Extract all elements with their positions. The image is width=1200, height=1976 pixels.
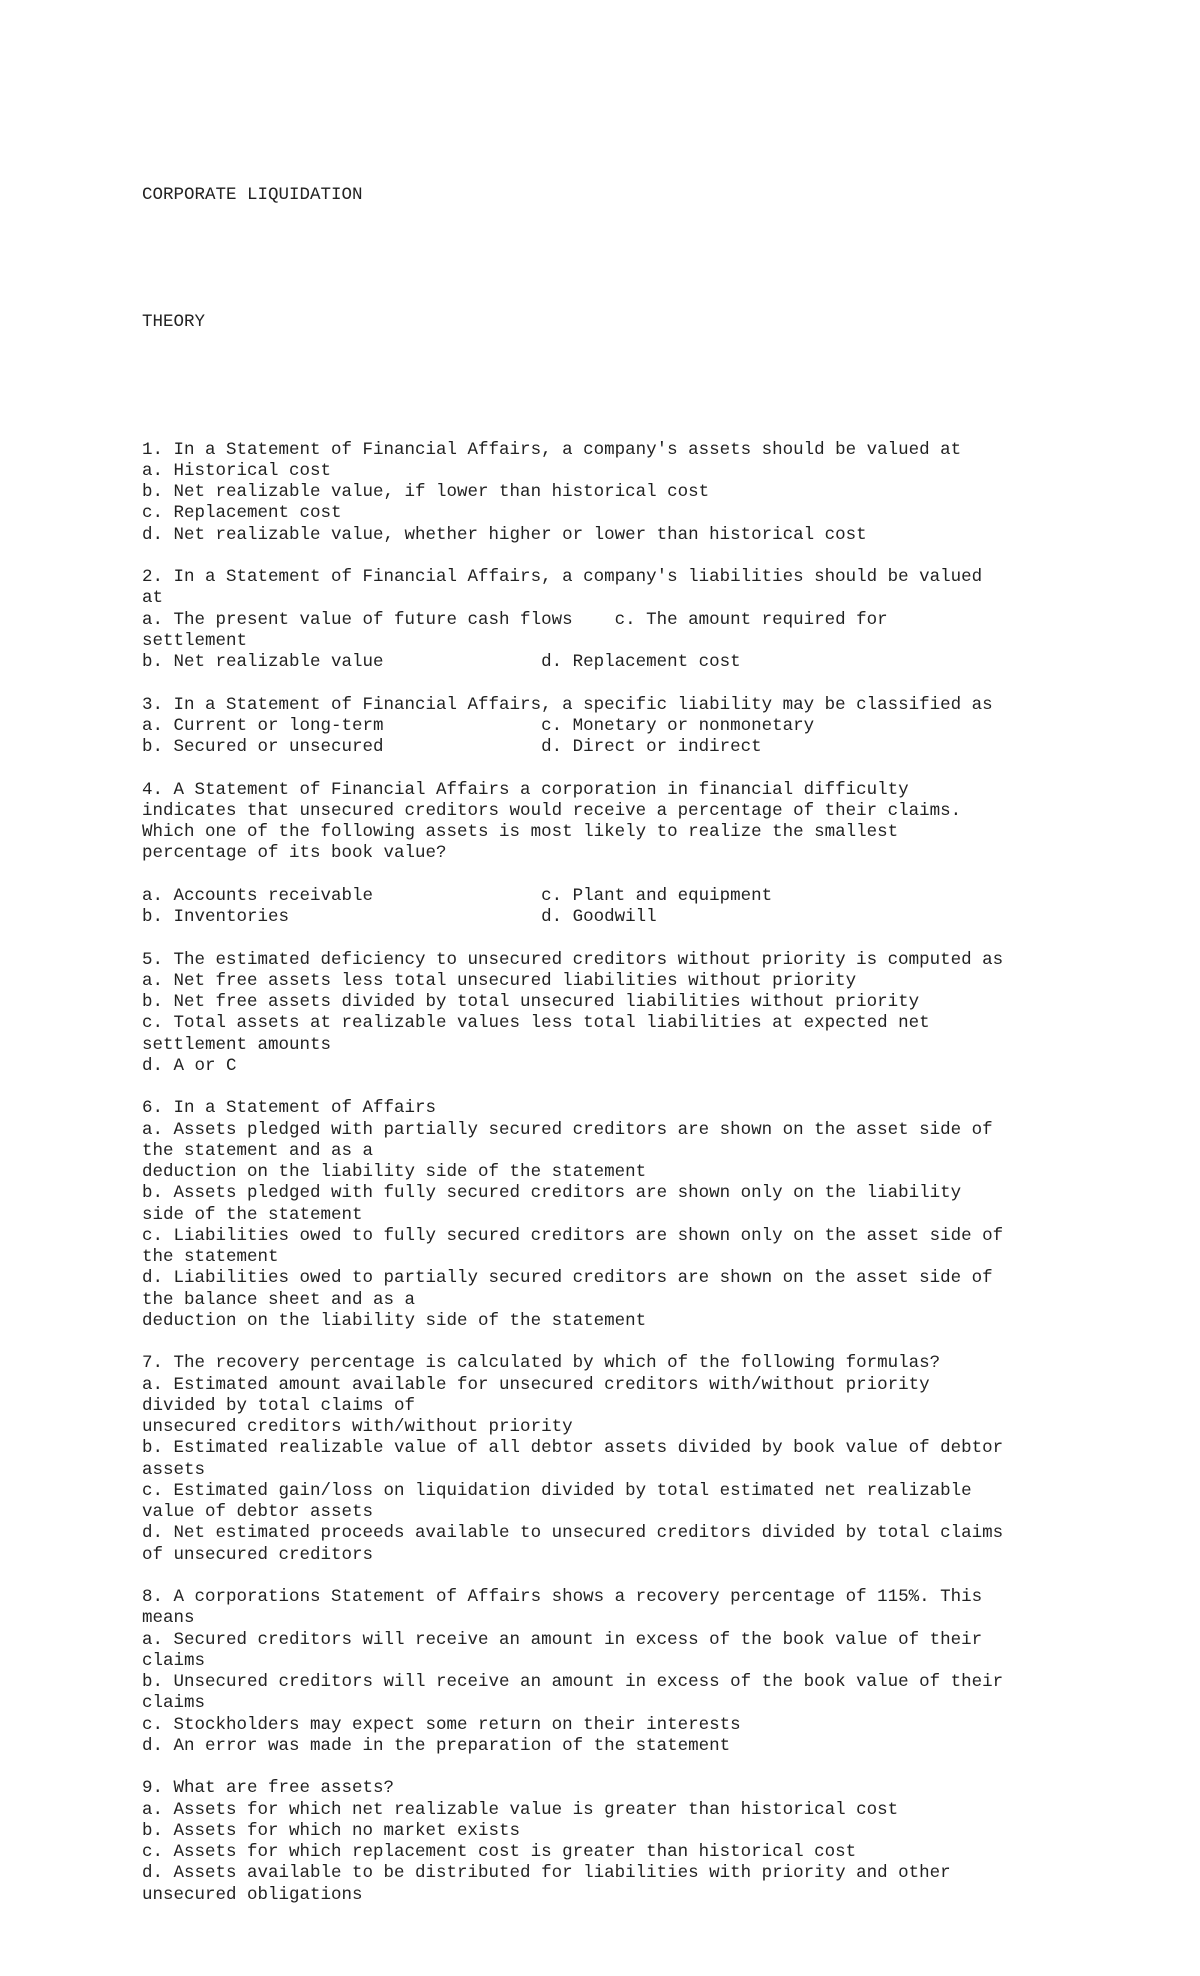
question-stem: 4. A Statement of Financial Affairs a corporation in financial difficulty [142,779,909,800]
document-page [142,142,1172,1927]
spacer [142,248,1172,269]
question-block [142,567,1172,673]
question-block [142,1098,1172,1332]
question-text-line: a. Assets pledged with partially secured creditors are shown on the asset side of [142,1119,993,1140]
spacer [142,673,1172,694]
question-text-line: means [142,1608,195,1629]
question-stem: 6. In a Statement of Affairs [142,1098,437,1119]
question-text-line: of unsecured creditors [142,1544,374,1565]
question-text-line: claims [142,1650,206,1671]
spacer [142,546,1172,567]
question-text-line: settlement amounts [142,1034,332,1055]
spacer [142,928,1172,949]
question-text-line: settlement [142,630,248,651]
spacer [142,1332,1172,1353]
question-text-line: d. Liabilities owed to partially secured creditors are shown on the asset side of [142,1268,993,1289]
question-text-line: c. Stockholders may expect some return on their interests [142,1714,741,1735]
question-text-line: b. Net free assets divided by total unsecured liabilities without priority [142,992,920,1012]
question-text-line: assets [142,1459,206,1480]
question-text-line: b. Assets for which no market exists [142,1820,521,1841]
question-stem: 7. The recovery percentage is calculated by which of the following formulas? [142,1353,941,1374]
question-text-line: value of debtor assets [142,1502,374,1522]
question-text-line: divided by total claims of [142,1395,416,1416]
question-text-line: b. Secured or unsecured d. Direct or indirect [142,737,762,757]
question-text-line: Which one of the following assets is most likely to realize the smallest [142,822,899,842]
question-text-line: c. Liabilities owed to fully secured creditors are shown only on the asset side of [142,1225,1004,1246]
question-block [142,695,1172,759]
spacer [142,1566,1172,1587]
spacer [142,376,1172,397]
question-stem: 5. The estimated deficiency to unsecured creditors without priority is computed as [142,949,1004,970]
question-block [142,1778,1172,1906]
question-text-line: unsecured creditors with/without priority [142,1417,573,1437]
question-text-line: c. Total assets at realizable values less total liabilities at expected net [142,1013,930,1034]
question-text-line: at [142,588,164,609]
question-text-line: b. Net realizable value d. Replacement cost [142,652,741,672]
question-text-line: claims [142,1693,206,1714]
question-text-line: a. Current or long-term c. Monetary or nonmonetary [142,715,815,736]
question-text-line: a. Net free assets less total unsecured liabilities without priority [142,970,857,991]
section-heading: THEORY [142,312,206,332]
question-text-line: d. A or C [142,1055,237,1076]
question-stem: 9. What are free assets? [142,1778,395,1799]
spacer [142,1077,1172,1098]
question-text-line: the statement and as a [142,1140,374,1161]
question-stem: 1. In a Statement of Financial Affairs, a company's assets should be valued at [142,439,962,460]
question-text-line: b. Estimated realizable value of all debtor assets divided by book value of debtor [142,1438,1004,1459]
question-text-line: deduction on the liability side of the statement [142,1162,647,1182]
question-text-line: a. Historical cost [142,460,332,481]
question-stem: 8. A corporations Statement of Affairs shows a recovery percentage of 115%. This [142,1587,983,1607]
question-text-line: c. Assets for which replacement cost is greater than historical cost [142,1842,857,1862]
question-text-line: b. Assets pledged with fully secured creditors are shown only on the liability [142,1183,962,1204]
question-text-line: percentage of its book value? [142,843,447,864]
question-text-line: side of the statement [142,1204,363,1225]
question-text-line [142,865,1172,886]
question-text-line: d. Assets available to be distributed for liabilities with priority and other [142,1863,951,1884]
question-text-line: deduction on the liability side of the statement [142,1310,647,1331]
question-text-line: indicates that unsecured creditors would receive a percentage of their claims. [142,800,962,821]
question-text-line: d. Net estimated proceeds available to unsecured creditors divided by total claims [142,1523,1004,1544]
question-text-line: a. Assets for which net realizable value is greater than historical cost [142,1799,899,1820]
question-text-line: b. Unsecured creditors will receive an amount in excess of the book value of their [142,1672,1004,1692]
question-stem: 3. In a Statement of Financial Affairs, a specific liability may be classified as [142,694,993,715]
question-text-line: d. An error was made in the preparation of the statement [142,1735,731,1756]
question-text-line: d. Net realizable value, whether higher or lower than historical cost [142,524,867,545]
question-text-line: c. Replacement cost [142,503,342,524]
document-title: CORPORATE LIQUIDATION [142,184,363,205]
question-block [142,780,1172,929]
spacer [142,1757,1172,1778]
question-block [142,440,1172,546]
question-block [142,1587,1172,1757]
question-text-line: a. The present value of future cash flows c. The amount required for [142,609,888,630]
question-text-line: c. Estimated gain/loss on liquidation divided by total estimated net realizable [142,1480,972,1501]
question-text-line: b. Net realizable value, if lower than historical cost [142,482,710,502]
question-text-line: a. Secured creditors will receive an amount in excess of the book value of their [142,1629,983,1650]
question-text-line: a. Accounts receivable c. Plant and equipment [142,885,773,906]
question-text-line: the balance sheet and as a [142,1289,416,1310]
question-stem: 2. In a Statement of Financial Affairs, a company's liabilities should be valued [142,567,983,587]
spacer [142,758,1172,779]
question-block [142,1353,1172,1566]
question-block [142,950,1172,1078]
question-text-line: unsecured obligations [142,1884,363,1905]
question-text-line: b. Inventories d. Goodwill [142,907,657,927]
question-text-line: the statement [142,1247,279,1267]
question-list [142,440,1172,1906]
question-text-line: a. Estimated amount available for unsecured creditors with/without priority [142,1374,930,1395]
